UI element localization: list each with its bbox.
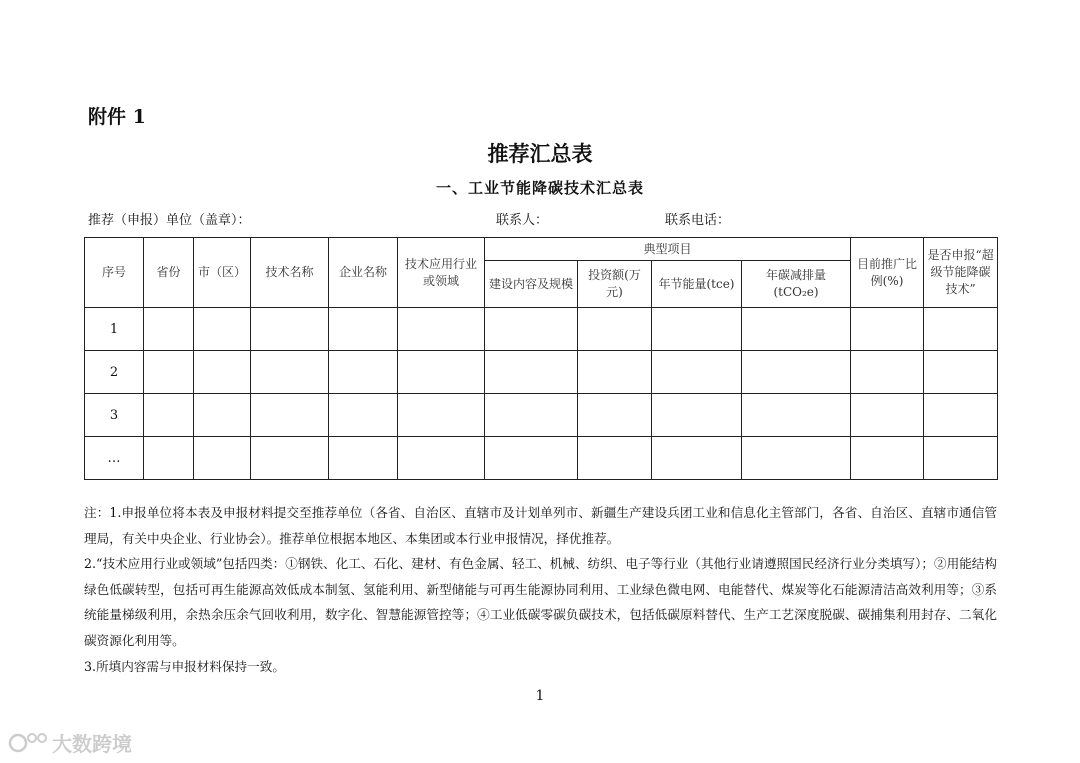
watermark-text: 大数跨境 xyxy=(52,732,132,756)
header-industry: 技术应用行业或领域 xyxy=(398,238,485,308)
section-title: 一、工业节能降碳技术汇总表 xyxy=(435,179,644,197)
header-tech: 技术名称 xyxy=(251,238,329,308)
phone-label: 联系电话： xyxy=(665,213,731,228)
note-1: 注：1.申报单位将本表及申报材料提交至推荐单位（各省、自治区、直辖市及计划单列市、新疆生产建设兵团工业和信息化主管部门，各省、自治区、直辖市通信管理局，有关中央企业、行业协会）。推荐单位根据本地区、本集团或本行业申报情况，择优推荐。 xyxy=(84,505,997,546)
unit-label: 推荐（申报）单位（盖章）： xyxy=(88,213,251,228)
watermark xyxy=(8,728,132,757)
table-row xyxy=(85,437,998,480)
row-number: 3 xyxy=(85,394,144,437)
header-carbon: 年碳减排量(tCO₂e) xyxy=(742,261,851,308)
table-row xyxy=(85,351,998,394)
header-city: 市（区） xyxy=(194,238,251,308)
header-no: 序号 xyxy=(85,238,144,308)
summary-table xyxy=(84,237,998,480)
header-super: 是否申报“超级节能降碳技术” xyxy=(924,238,998,308)
page-title: 推荐汇总表 xyxy=(487,142,593,166)
header-ratio: 目前推广比例(%) xyxy=(851,238,924,308)
watermark-logo-icon xyxy=(8,730,48,756)
header-province: 省份 xyxy=(144,238,194,308)
header-invest: 投资额(万元) xyxy=(578,261,652,308)
row-number: 1 xyxy=(85,308,144,351)
header-company: 企业名称 xyxy=(329,238,398,308)
row-number: 2 xyxy=(85,351,144,394)
note-3: 3.所填内容需与申报材料保持一致。 xyxy=(84,658,285,674)
contact-label: 联系人： xyxy=(496,213,549,228)
header-energy: 年节能量(tce) xyxy=(652,261,742,308)
note-2: 2.“技术应用行业或领域”包括四类：①钢铁、化工、石化、建材、有色金属、轻工、机械、纺织、电子等行业（其他行业请遵照国民经济行业分类填写）；②用能结构绿色低碳转型，包括可再生能源高效低成本制氢、氢能利用、新型储能与可再生能源协同利用、工业绿色微电网、电能替代、煤炭等化石能源清洁高效利用等；③系统能量梯级利用，余热余压余气回收利用，数字化、智慧能源管控等；④工业低碳零碳负碳技术，包括低碳原料替代、生产工艺深度脱碳、碳捕集利用封存、二氧化碳资源化利用等。 xyxy=(84,556,997,648)
table-row xyxy=(85,308,998,351)
row-number: … xyxy=(85,437,144,480)
table-row xyxy=(85,394,998,437)
header-content: 建设内容及规模 xyxy=(485,261,578,308)
notes xyxy=(84,500,997,679)
page-number: 1 xyxy=(535,688,545,704)
attachment-label: 附件 1 xyxy=(88,106,146,128)
header-typical: 典型项目 xyxy=(485,238,851,261)
